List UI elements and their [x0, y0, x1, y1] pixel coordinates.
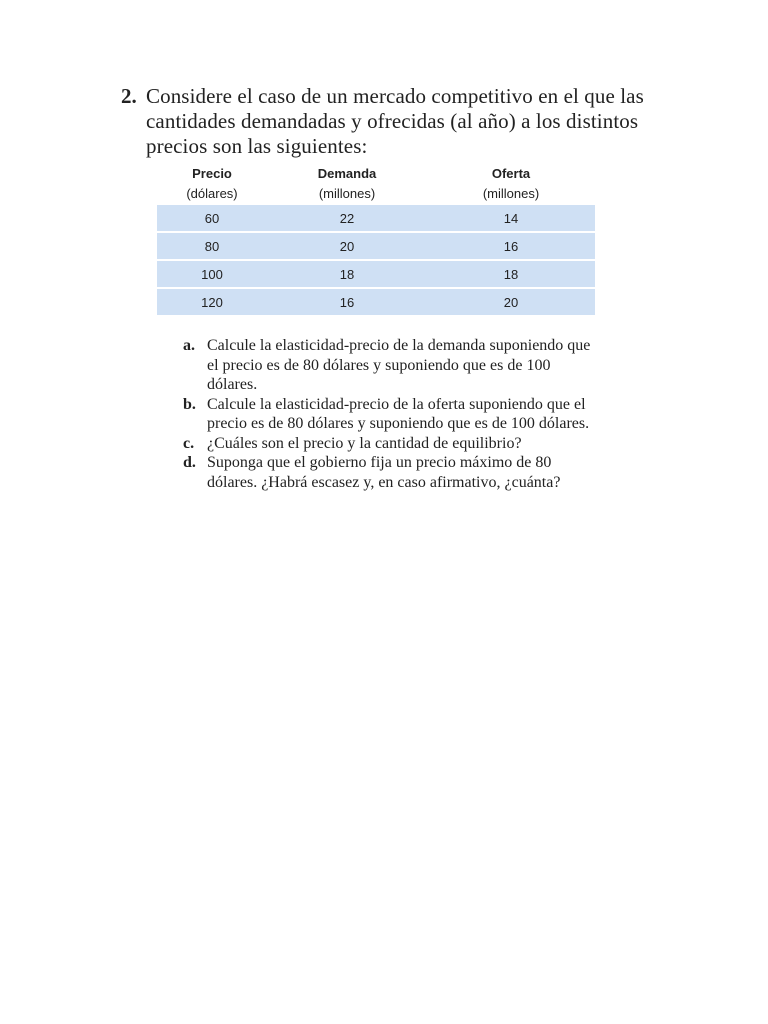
question-text: Calcule la elasticidad-precio de la demanda suponiendo que el precio es de 80 dólares y suponiendo que es de 100 dólares.	[207, 337, 591, 393]
question-list	[183, 336, 603, 492]
header-title: Oferta	[491, 166, 531, 181]
header-oferta	[427, 163, 595, 205]
header-unit: (millones)	[318, 186, 376, 201]
question-text: ¿Cuáles son el precio y la cantidad de equilibrio?	[207, 434, 522, 452]
question-letter: c.	[183, 434, 195, 452]
problem-number: 2.	[121, 84, 137, 108]
table-row	[157, 260, 595, 288]
question-b	[183, 395, 603, 434]
table-row	[157, 288, 595, 315]
cell-demanda: 18	[267, 260, 427, 288]
cell-precio: 120	[157, 288, 267, 315]
cell-oferta: 16	[427, 232, 595, 260]
cell-oferta: 20	[427, 288, 595, 315]
header-unit: (dólares)	[186, 186, 238, 201]
header-precio	[157, 163, 267, 205]
cell-oferta: 14	[427, 205, 595, 232]
cell-precio: 100	[157, 260, 267, 288]
cell-demanda: 20	[267, 232, 427, 260]
cell-demanda: 16	[267, 288, 427, 315]
cell-oferta: 18	[427, 260, 595, 288]
cell-precio: 80	[157, 232, 267, 260]
problem-statement: Considere el caso de un mercado competitivo en el que las cantidades demandadas y ofrecidas (al año) a los distintos precios son las siguientes:	[146, 84, 644, 158]
problem-2	[121, 84, 651, 159]
cell-demanda: 22	[267, 205, 427, 232]
question-text: Calcule la elasticidad-precio de la oferta suponiendo que el precio es de 80 dólares y suponiendo que es de 100 dólares.	[207, 395, 590, 432]
header-title: Demanda	[317, 166, 377, 181]
cell-precio: 60	[157, 205, 267, 232]
table-row	[157, 205, 595, 232]
header-title: Precio	[192, 166, 232, 181]
question-letter: b.	[183, 395, 196, 413]
question-text: Suponga que el gobierno fija un precio máximo de 80 dólares. ¿Habrá escasez y, en caso afirmativo, ¿cuánta?	[207, 454, 561, 491]
market-table	[157, 163, 595, 315]
table-header-row	[157, 163, 595, 205]
question-d	[183, 453, 603, 492]
question-c	[183, 434, 603, 454]
problem-heading	[121, 84, 651, 159]
header-unit: (millones)	[482, 186, 540, 201]
table-row	[157, 232, 595, 260]
header-demanda	[267, 163, 427, 205]
question-a	[183, 336, 603, 395]
question-letter: a.	[183, 337, 195, 354]
question-letter: d.	[183, 454, 196, 471]
